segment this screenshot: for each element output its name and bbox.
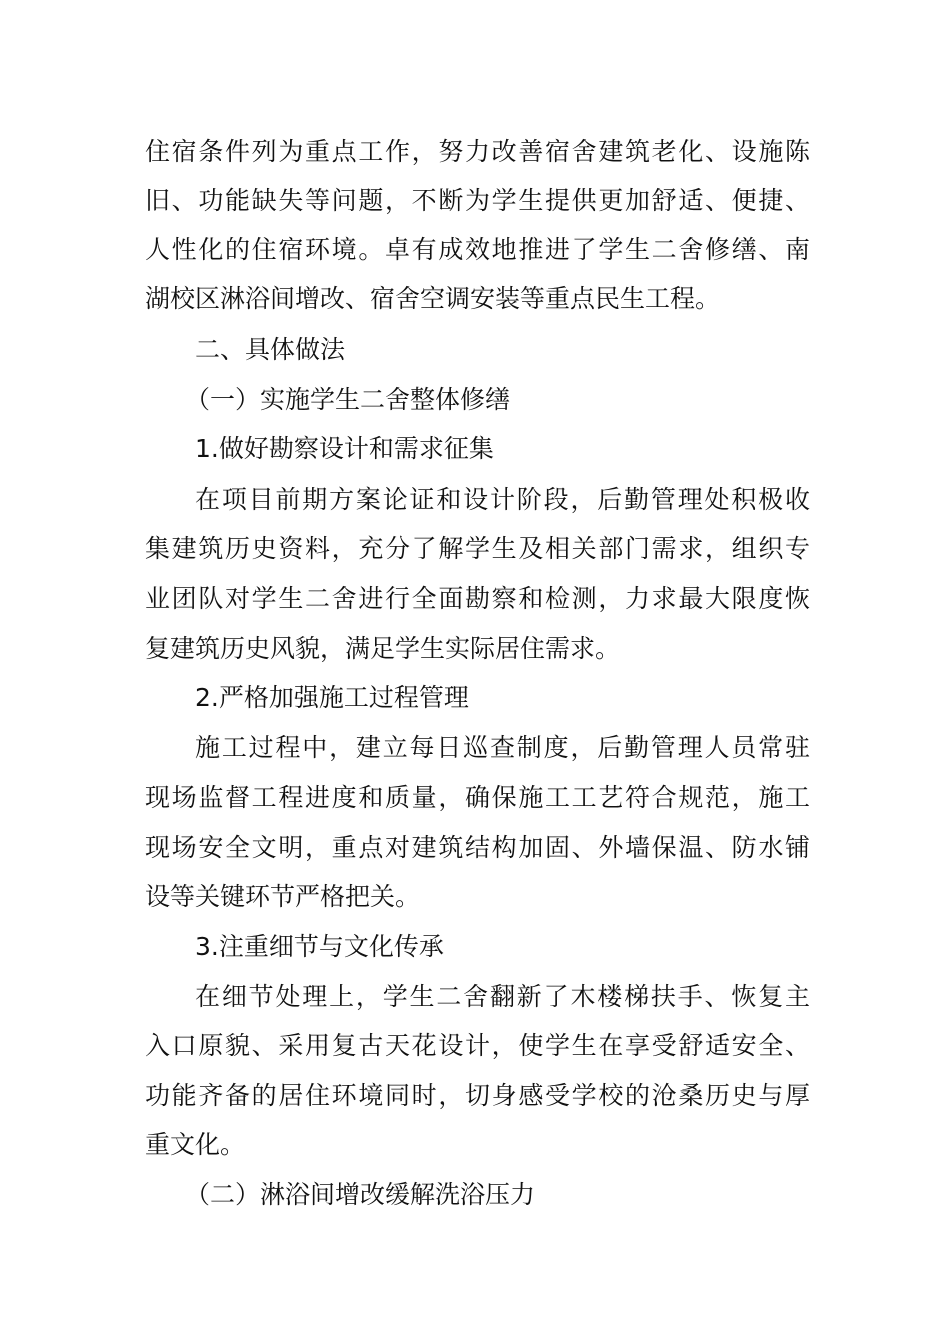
paragraph-line: 住宿条件列为重点工作，努力改善宿舍建筑老化、设施陈: [145, 137, 810, 166]
paragraph-line: 复建筑历史风貌，满足学生实际居住需求。: [145, 634, 621, 663]
paragraph-line: 业团队对学生二舍进行全面勘察和检测，力求最大限度恢: [145, 584, 810, 613]
paragraph-line: 集建筑历史资料，充分了解学生及相关部门需求，组织专: [145, 534, 810, 563]
paragraph-line: 入口原貌、采用复古天花设计，使学生在享受舒适安全、: [145, 1031, 810, 1060]
paragraph-line: 重文化。: [145, 1130, 246, 1159]
paragraph-line: 功能齐备的居住环境同时，切身感受学校的沧桑历史与厚: [145, 1081, 810, 1110]
item-heading: 2.严格加强施工过程管理: [195, 683, 469, 712]
item-heading: 1.做好勘察设计和需求征集: [195, 434, 494, 463]
paragraph-line: 人性化的住宿环境。卓有成效地推进了学生二舍修缮、南: [145, 235, 810, 264]
paragraph-line: 旧、功能缺失等问题，不断为学生提供更加舒适、便捷、: [145, 186, 810, 215]
paragraph-line: 湖校区淋浴间增改、宿舍空调安装等重点民生工程。: [145, 284, 721, 313]
paragraph-line: 现场监督工程进度和质量，确保施工工艺符合规范，施工: [145, 783, 810, 812]
section-heading: 二、具体做法: [195, 335, 346, 364]
subsection-heading: （二）淋浴间增改缓解洗浴压力: [185, 1180, 536, 1209]
subsection-heading: （一）实施学生二舍整体修缮: [185, 385, 511, 414]
paragraph-line: 现场安全文明，重点对建筑结构加固、外墙保温、防水铺: [145, 833, 810, 862]
paragraph-line: 施工过程中，建立每日巡查制度，后勤管理人员常驻: [195, 733, 810, 762]
item-heading: 3.注重细节与文化传承: [195, 932, 444, 961]
paragraph-line: 在细节处理上，学生二舍翻新了木楼梯扶手、恢复主: [195, 982, 810, 1011]
paragraph-line: 设等关键环节严格把关。: [145, 882, 421, 911]
paragraph-line: 在项目前期方案论证和设计阶段，后勤管理处积极收: [195, 485, 810, 514]
